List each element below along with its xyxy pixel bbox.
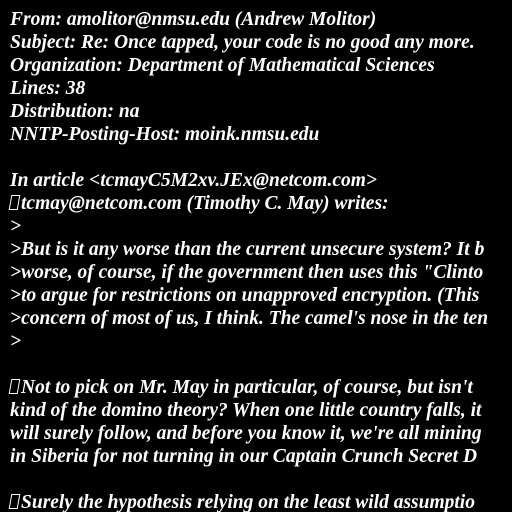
header-lines: Lines: 38: [10, 78, 86, 99]
quoted-line: >concern of most of us, I think. The camel's nose in the ten: [10, 308, 489, 329]
tab-glyph-icon: [9, 379, 21, 394]
reply-last-line-text: Surely the hypothesis relying on the least wild assumptio: [21, 492, 475, 512]
header-organization: Organization: Department of Mathematical Sciences: [10, 55, 435, 76]
tab-glyph-icon: [9, 195, 21, 210]
quoted-line: >: [10, 216, 22, 237]
quoted-line: >worse, of course, if the government then uses this "Clinto: [10, 262, 484, 283]
header-from: From: amolitor@nmsu.edu (Andrew Molitor): [10, 9, 377, 30]
reply-line: will surely follow, and before you know it, we're all mining: [10, 423, 482, 444]
attribution-in-article: In article <tcmayC5M2xv.JEx@netcom.com>: [10, 170, 378, 191]
reply-line: [10, 377, 473, 399]
tab-glyph-icon: [9, 494, 21, 509]
quoted-line: >to argue for restrictions on unapproved encryption. (This: [10, 285, 480, 306]
reply-last-line: [10, 492, 475, 512]
quoted-line: >But is it any worse than the current unsecure system? It b: [10, 239, 485, 260]
quoted-line: >: [10, 331, 22, 352]
header-nntp-posting-host: NNTP-Posting-Host: moink.nmsu.edu: [10, 124, 320, 145]
attribution-writes-line: [10, 193, 389, 215]
header-subject: Subject: Re: Once tapped, your code is no good any more.: [10, 32, 475, 53]
reply-line: in Siberia for not turning in our Captain Crunch Secret D: [10, 446, 478, 467]
attribution-writes: tcmay@netcom.com (Timothy C. May) writes:: [21, 193, 389, 214]
header-distribution: Distribution: na: [10, 101, 140, 122]
reply-line-text: Not to pick on Mr. May in particular, of course, but isn't: [21, 377, 473, 398]
reply-line: kind of the domino theory? When one little country falls, it: [10, 400, 482, 421]
